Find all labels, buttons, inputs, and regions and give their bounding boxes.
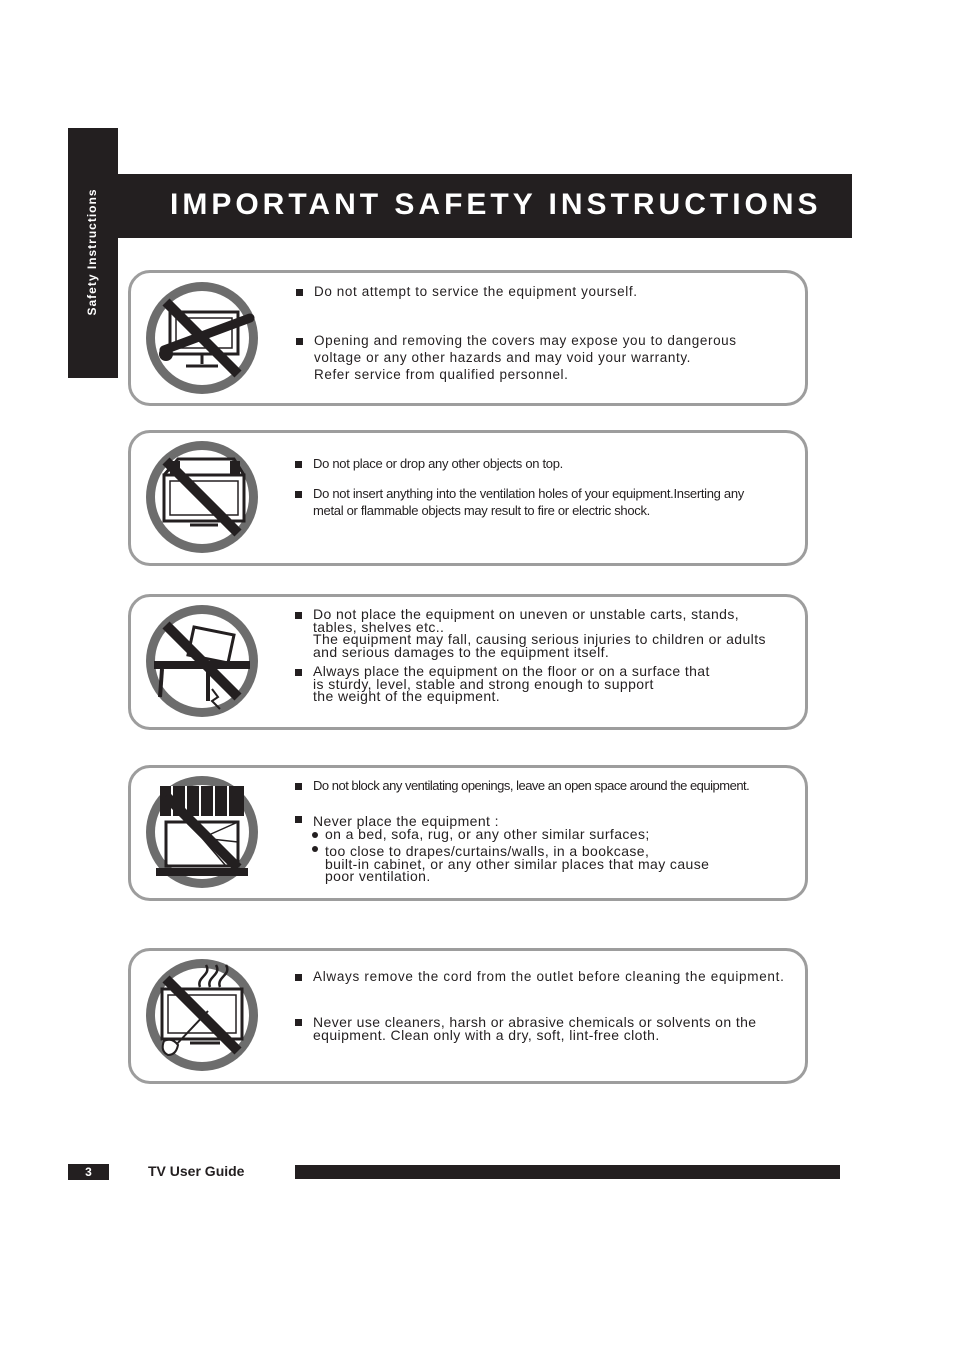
round-bullet-icon	[312, 846, 318, 852]
no-chemical-cleaners-icon	[142, 955, 262, 1075]
bullet-item: Do not block any ventilating openings, leave an open space around the equipment.	[313, 777, 749, 794]
square-bullet-icon	[295, 1019, 302, 1026]
square-bullet-icon	[295, 612, 302, 619]
no-objects-on-top-icon	[142, 437, 262, 557]
square-bullet-icon	[296, 338, 303, 345]
bullet-item: Do not place the equipment on uneven or unstable carts, stands, tables, shelves etc.. The equipment may fall, causing serious injuries to children or adults and serious damages to the equipment itself.	[313, 608, 766, 658]
bullet-item: Do not attempt to service the equipment yourself.	[314, 283, 638, 300]
round-bullet-icon	[312, 832, 318, 838]
page-title: IMPORTANT SAFETY INSTRUCTIONS	[170, 188, 822, 221]
footer-guide-title: TV User Guide	[148, 1163, 245, 1179]
side-tab-label: Safety Instructions	[85, 188, 99, 316]
no-service-icon	[142, 278, 262, 398]
square-bullet-icon	[295, 669, 302, 676]
bullet-item: Always remove the cord from the outlet before cleaning the equipment.	[313, 968, 785, 985]
bullet-item: Never place the equipment :	[313, 815, 499, 828]
square-bullet-icon	[295, 816, 302, 823]
sub-bullet-item: on a bed, sofa, rug, or any other similar surfaces;	[325, 828, 650, 841]
square-bullet-icon	[295, 491, 302, 498]
title-bar	[118, 174, 852, 238]
bullet-item: Opening and removing the covers may expose you to dangerous voltage or any other hazards and may void your warranty. Refer service from qualified personnel.	[314, 332, 737, 383]
bullet-item: Never use cleaners, harsh or abrasive chemicals or solvents on the equipment. Clean only with a dry, soft, lint-free cloth.	[313, 1016, 757, 1041]
bullet-item: Do not insert anything into the ventilation holes of your equipment.Inserting any metal or flammable objects may result to fire or electric shock.	[313, 485, 744, 519]
bullet-item: Do not place or drop any other objects on top.	[313, 455, 563, 472]
footer-bar	[295, 1165, 840, 1179]
square-bullet-icon	[295, 974, 302, 981]
bullet-item: Always place the equipment on the floor or on a surface that is sturdy, level, stable and strong enough to support the weight of the equipment.	[313, 665, 710, 703]
square-bullet-icon	[295, 783, 302, 790]
page-number: 3	[68, 1164, 109, 1180]
sub-bullet-item: too close to drapes/curtains/walls, in a bookcase, built-in cabinet, or any other similar places that may cause poor ventilation.	[325, 845, 709, 883]
no-blocked-ventilation-icon	[142, 772, 262, 892]
no-unstable-cart-icon	[142, 601, 262, 721]
square-bullet-icon	[296, 289, 303, 296]
square-bullet-icon	[295, 461, 302, 468]
